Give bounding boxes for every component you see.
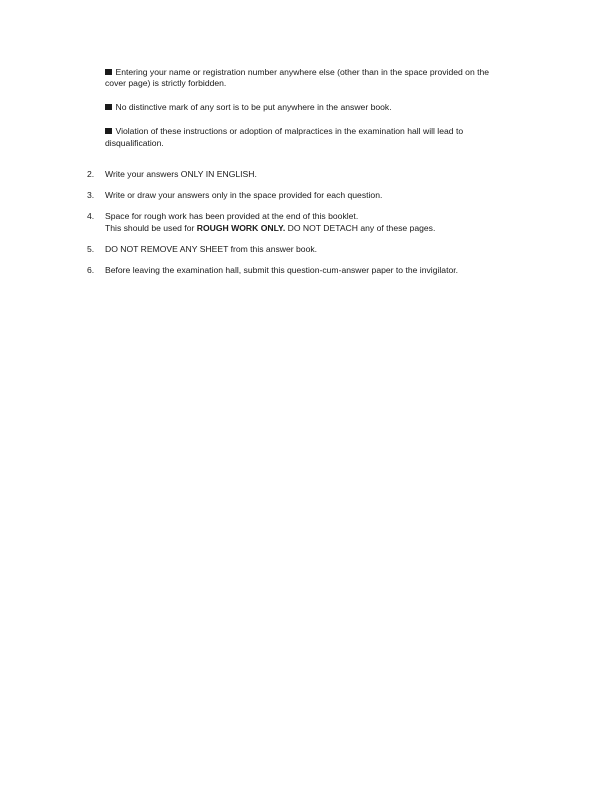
bullet-item [105,126,525,149]
bullet-item [105,102,525,113]
bullet-line [105,67,525,78]
bullet-instructions [105,67,525,162]
item-text: DO NOT REMOVE ANY SHEET from this answer book. [105,244,318,255]
item-number: 4. [87,211,95,222]
bullet-item [105,67,525,90]
numbered-instructions [87,169,527,286]
item-number: 2. [87,169,95,179]
square-bullet-icon [105,69,112,76]
item-number: 5. [87,244,95,255]
bullet-text: Entering your name or registration number anywhere else (other than in the space provided on the [115,67,490,77]
rough-work-emphasis: ROUGH WORK ONLY. [196,222,286,233]
instruction-item [87,169,527,180]
bullet-line [105,102,525,113]
instruction-item [87,244,527,255]
item-body [105,211,527,234]
item-number: 6. [87,265,95,276]
instruction-item [87,190,527,201]
bullet-text: No distinctive mark of any sort is to be put anywhere in the answer book. [115,102,392,113]
instruction-item [87,211,527,234]
item-text-post: DO NOT DETACH any of these pages. [285,222,436,233]
item-text-pre: This should be used for [105,222,197,233]
bullet-text-continued: disqualification. [105,137,164,148]
item-text: Write or draw your answers only in the space provided for each question. [105,190,383,201]
item-text-line2 [105,223,527,234]
square-bullet-icon [105,104,112,111]
square-bullet-icon [105,128,112,135]
item-text: Space for rough work has been provided at the end of this booklet. [105,211,359,222]
item-number: 3. [87,190,95,201]
item-text: Write your answers ONLY IN ENGLISH. [105,169,257,179]
bullet-text-continued: cover page) is strictly forbidden. [105,78,227,89]
bullet-text: Violation of these instructions or adoption of malpractices in the examination hall will lead to [115,126,464,137]
item-text: Before leaving the examination hall, submit this question-cum-answer paper to the invigilator. [105,265,459,276]
instruction-item [87,265,527,276]
bullet-line [105,126,525,137]
